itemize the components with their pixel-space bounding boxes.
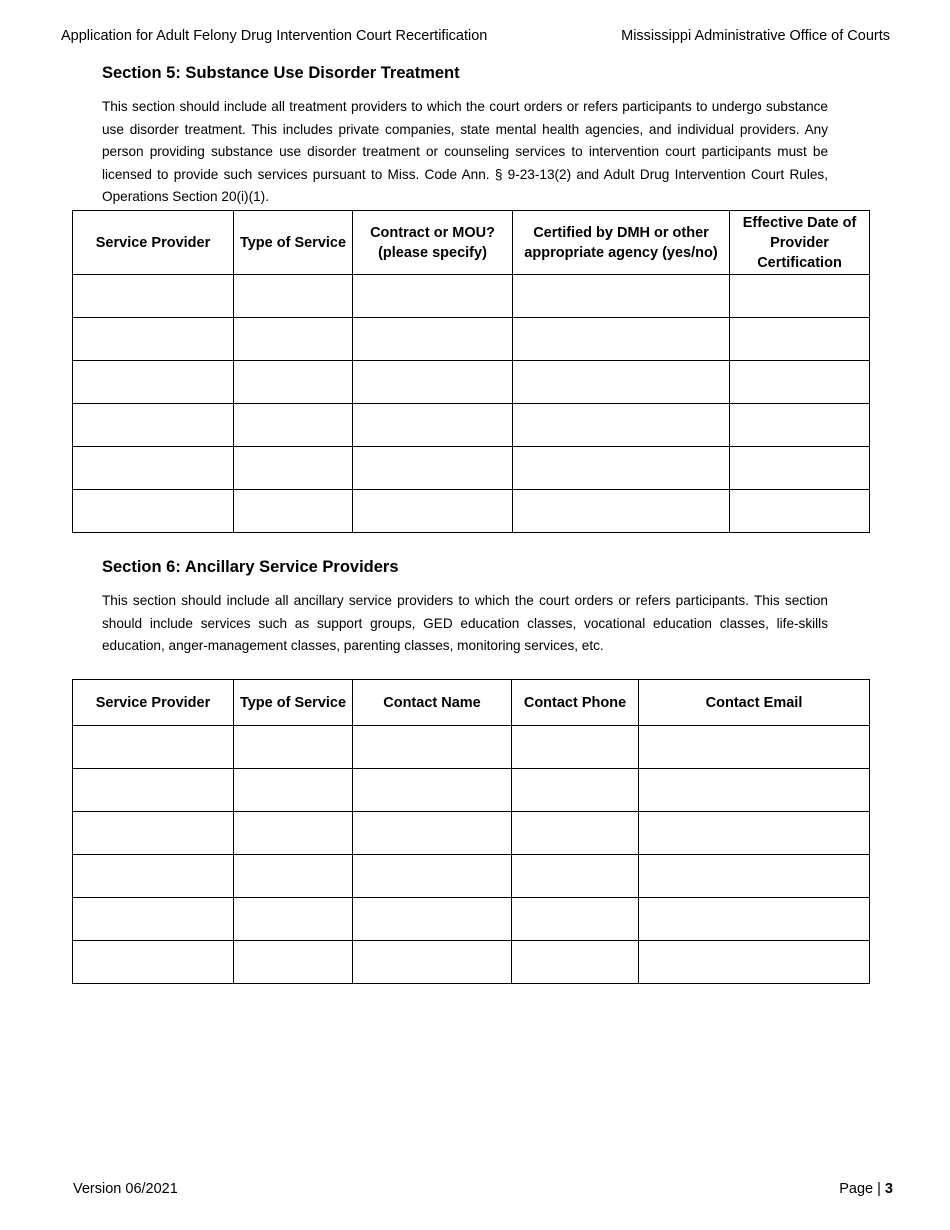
table-cell[interactable] <box>234 812 353 855</box>
table-row <box>73 898 870 941</box>
table-row <box>73 447 870 490</box>
column-header-certified-by-dmh: Certified by DMH or other appropriate agency (yes/no) <box>513 211 730 275</box>
column-header-contact-email: Contact Email <box>639 680 870 726</box>
column-header-service-provider: Service Provider <box>73 680 234 726</box>
table-cell[interactable] <box>730 447 870 490</box>
table-cell[interactable] <box>512 941 639 984</box>
column-header-contact-name: Contact Name <box>353 680 512 726</box>
table-cell[interactable] <box>512 726 639 769</box>
page-number: 3 <box>884 1181 893 1197</box>
table-row <box>73 855 870 898</box>
table-cell[interactable] <box>513 318 730 361</box>
table-cell[interactable] <box>353 447 513 490</box>
table-cell[interactable] <box>639 812 870 855</box>
table-cell[interactable] <box>234 318 353 361</box>
table-cell[interactable] <box>730 490 870 533</box>
table-row <box>73 275 870 318</box>
table-cell[interactable] <box>513 361 730 404</box>
table-row <box>73 490 870 533</box>
table-cell[interactable] <box>512 898 639 941</box>
table-cell[interactable] <box>513 490 730 533</box>
table-cell[interactable] <box>234 941 353 984</box>
column-header-service-provider: Service Provider <box>73 211 234 275</box>
header-agency-name: Mississippi Administrative Office of Courts <box>621 28 890 44</box>
table-cell[interactable] <box>639 726 870 769</box>
table-cell[interactable] <box>73 404 234 447</box>
section-5-title: Section 5: Substance Use Disorder Treatment <box>102 64 460 82</box>
table-row <box>73 812 870 855</box>
table-cell[interactable] <box>512 769 639 812</box>
table-cell[interactable] <box>234 490 353 533</box>
table-cell[interactable] <box>73 447 234 490</box>
table-cell[interactable] <box>73 318 234 361</box>
table-cell[interactable] <box>234 404 353 447</box>
table-cell[interactable] <box>234 447 353 490</box>
table-cell[interactable] <box>73 275 234 318</box>
table-cell[interactable] <box>353 812 512 855</box>
table-cell[interactable] <box>73 769 234 812</box>
table-cell[interactable] <box>353 361 513 404</box>
ancillary-providers-table <box>72 679 870 984</box>
table-cell[interactable] <box>73 898 234 941</box>
table-cell[interactable] <box>730 318 870 361</box>
table-cell[interactable] <box>353 769 512 812</box>
table-row <box>73 769 870 812</box>
table-cell[interactable] <box>353 726 512 769</box>
table-cell[interactable] <box>513 275 730 318</box>
table-cell[interactable] <box>512 855 639 898</box>
footer-page-number <box>839 1181 893 1197</box>
table-cell[interactable] <box>639 941 870 984</box>
table-row <box>73 941 870 984</box>
page-label: Page | <box>839 1181 881 1197</box>
table-cell[interactable] <box>234 855 353 898</box>
treatment-providers-table <box>72 210 870 533</box>
table-cell[interactable] <box>234 361 353 404</box>
table-cell[interactable] <box>639 769 870 812</box>
column-header-type-of-service: Type of Service <box>234 680 353 726</box>
table-cell[interactable] <box>353 490 513 533</box>
table-cell[interactable] <box>353 318 513 361</box>
table-cell[interactable] <box>73 855 234 898</box>
column-header-contact-phone: Contact Phone <box>512 680 639 726</box>
column-header-contract-or-mou: Contract or MOU? (please specify) <box>353 211 513 275</box>
table-cell[interactable] <box>730 275 870 318</box>
table-cell[interactable] <box>73 812 234 855</box>
footer-version: Version 06/2021 <box>73 1181 178 1197</box>
table-cell[interactable] <box>234 898 353 941</box>
table-cell[interactable] <box>513 404 730 447</box>
table-cell[interactable] <box>353 275 513 318</box>
table-cell[interactable] <box>353 404 513 447</box>
table-cell[interactable] <box>353 941 512 984</box>
table-cell[interactable] <box>234 769 353 812</box>
table-cell[interactable] <box>73 490 234 533</box>
table-cell[interactable] <box>353 898 512 941</box>
table-cell[interactable] <box>73 941 234 984</box>
table-cell[interactable] <box>73 361 234 404</box>
table-row <box>73 404 870 447</box>
table-cell[interactable] <box>353 855 512 898</box>
column-header-effective-date: Effective Date of Provider Certification <box>730 211 870 275</box>
table-cell[interactable] <box>639 855 870 898</box>
table-cell[interactable] <box>513 447 730 490</box>
table-row <box>73 361 870 404</box>
section-6-description: This section should include all ancillary service providers to which the court orders or refers participants. This section should include services such as support groups, GED education classes, vocational education classes, life-skills education, anger-management classes, parenting classes, monitoring services, etc. <box>102 593 828 653</box>
header-document-title: Application for Adult Felony Drug Intervention Court Recertification <box>61 28 488 44</box>
table-cell[interactable] <box>512 812 639 855</box>
table-cell[interactable] <box>639 898 870 941</box>
table-cell[interactable] <box>234 726 353 769</box>
table-cell[interactable] <box>730 361 870 404</box>
section-5-description: This section should include all treatment providers to which the court orders or refers participants to undergo substance use disorder treatment. This includes private companies, state mental health agencies, and individual providers. Any person providing substance use disorder treatment or counseling services to intervention court participants must be licensed to provide such services pursuant to Miss. Code Ann. § 9-23-13(2) and Adult Drug Intervention Court Rules, Operations Section 20(i)(1). <box>102 99 828 204</box>
section-6-title: Section 6: Ancillary Service Providers <box>102 558 399 576</box>
table-row <box>73 726 870 769</box>
table-cell[interactable] <box>234 275 353 318</box>
column-header-type-of-service: Type of Service <box>234 211 353 275</box>
table-cell[interactable] <box>73 726 234 769</box>
table-row <box>73 318 870 361</box>
table-cell[interactable] <box>730 404 870 447</box>
